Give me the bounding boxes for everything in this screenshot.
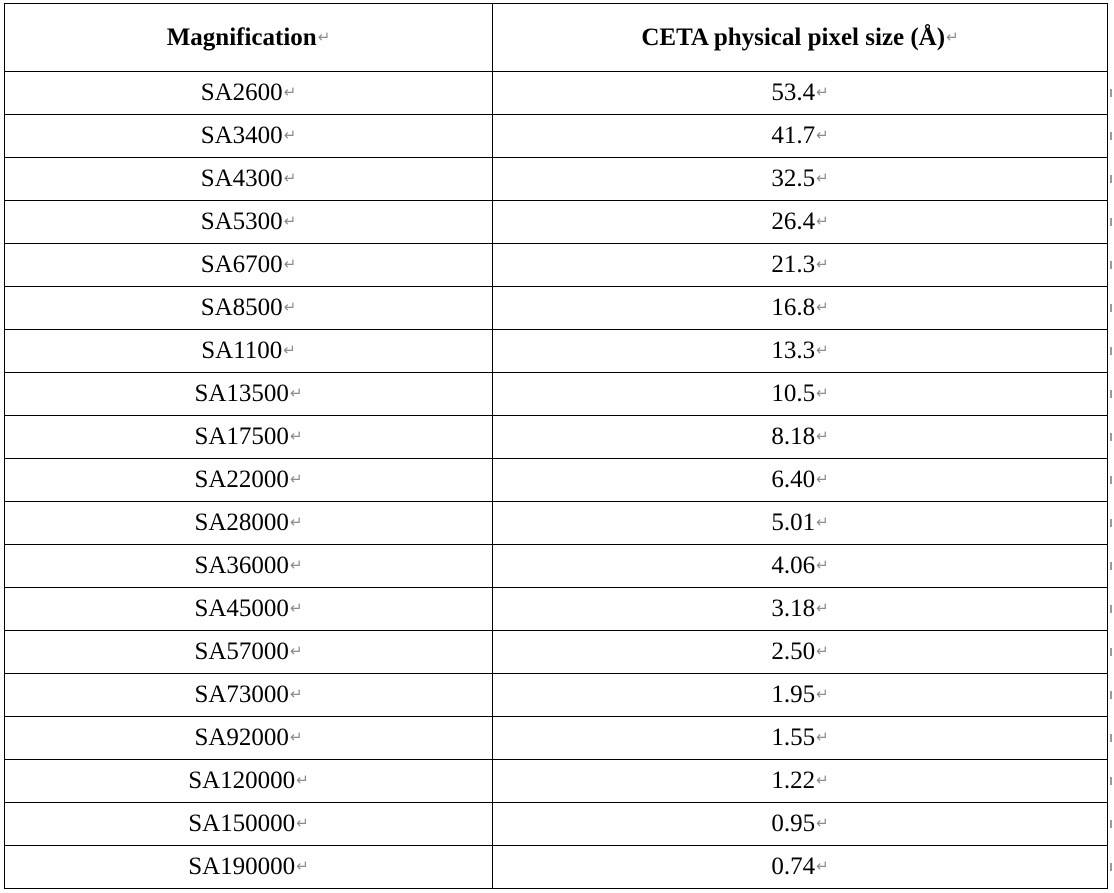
end-of-row-mark-icon (1110, 648, 1112, 656)
pixel-size-value: 26.4 (771, 208, 816, 235)
magnification-value: SA190000 (188, 853, 296, 880)
paragraph-mark-icon: ↵ (289, 685, 303, 703)
paragraph-mark-icon: ↵ (283, 341, 296, 359)
pixel-size-value: 0.74 (771, 853, 816, 880)
cell-pixel-size (493, 244, 1108, 287)
pixel-size-value: 53.4 (771, 79, 816, 106)
cell-pixel-size (493, 459, 1108, 502)
cell-magnification (5, 717, 493, 760)
paragraph-mark-icon: ↵ (816, 298, 829, 316)
cell-magnification (5, 201, 493, 244)
paragraph-mark-icon: ↵ (289, 384, 303, 402)
magnification-value: SA2600 (200, 79, 283, 106)
paragraph-mark-icon: ↵ (296, 814, 309, 832)
paragraph-mark-icon: ↵ (816, 126, 829, 144)
magnification-value: SA73000 (194, 681, 289, 708)
table-row (5, 244, 1108, 287)
cell-pixel-size (493, 115, 1108, 158)
cell-pixel-size (493, 674, 1108, 717)
cell-magnification (5, 502, 493, 545)
cell-magnification (5, 115, 493, 158)
magnification-value: SA1100 (201, 337, 283, 364)
end-of-row-mark-icon (1110, 261, 1112, 269)
table-row (5, 545, 1108, 588)
header-magnification-text: Magnification (166, 23, 317, 51)
cell-pixel-size (493, 201, 1108, 244)
end-of-row-mark-icon (1110, 820, 1112, 828)
cell-magnification (5, 674, 493, 717)
end-of-row-mark-icon (1110, 218, 1112, 226)
cell-pixel-size (493, 502, 1108, 545)
paragraph-mark-icon: ↵ (816, 599, 829, 617)
magnification-value: SA150000 (188, 810, 296, 837)
paragraph-mark-icon: ↵ (816, 685, 829, 703)
paragraph-mark-icon: ↵ (816, 212, 829, 230)
cell-pixel-size (493, 72, 1108, 115)
end-of-row-mark-icon (1110, 519, 1112, 527)
pixel-size-value: 8.18 (771, 423, 816, 450)
magnification-value: SA92000 (194, 724, 289, 751)
table-row (5, 416, 1108, 459)
table-row (5, 115, 1108, 158)
header-pixel-size-text: CETA physical pixel size (Å) (641, 23, 946, 51)
pixel-size-value: 32.5 (771, 165, 816, 192)
end-of-row-mark-icon (1110, 433, 1112, 441)
paragraph-mark-icon: ↵ (816, 556, 829, 574)
table-row (5, 330, 1108, 373)
cell-pixel-size (493, 588, 1108, 631)
paragraph-mark-icon: ↵ (296, 857, 309, 875)
paragraph-mark-icon: ↵ (289, 470, 303, 488)
paragraph-mark-icon: ↵ (816, 857, 829, 875)
magnification-value: SA13500 (194, 380, 289, 407)
paragraph-mark-icon: ↵ (296, 771, 309, 789)
cell-pixel-size (493, 416, 1108, 459)
table-row (5, 674, 1108, 717)
magnification-value: SA6700 (200, 251, 283, 278)
paragraph-mark-icon: ↵ (816, 642, 829, 660)
pixel-size-value: 1.95 (771, 681, 816, 708)
pixel-size-value: 1.55 (771, 724, 816, 751)
paragraph-mark-icon: ↵ (816, 384, 829, 402)
end-of-row-mark-icon (1110, 863, 1112, 871)
cell-pixel-size (493, 717, 1108, 760)
pixel-size-value: 10.5 (771, 380, 816, 407)
end-of-row-mark-icon (1110, 390, 1112, 398)
paragraph-mark-icon: ↵ (317, 27, 331, 46)
table-row (5, 502, 1108, 545)
end-of-row-mark-icon (1110, 304, 1112, 312)
table-row (5, 803, 1108, 846)
pixel-size-value: 0.95 (771, 810, 816, 837)
paragraph-mark-icon: ↵ (283, 83, 297, 101)
paragraph-mark-icon: ↵ (283, 126, 297, 144)
cell-magnification (5, 459, 493, 502)
paragraph-mark-icon: ↵ (816, 255, 829, 273)
cell-pixel-size (493, 631, 1108, 674)
cell-pixel-size (493, 545, 1108, 588)
cell-magnification (5, 416, 493, 459)
pixel-size-value: 13.3 (771, 337, 816, 364)
cell-magnification (5, 330, 493, 373)
table-row (5, 846, 1108, 889)
pixel-size-value: 2.50 (771, 638, 816, 665)
cell-pixel-size (493, 760, 1108, 803)
table-row (5, 760, 1108, 803)
end-of-row-mark-icon (1110, 347, 1112, 355)
cell-magnification (5, 287, 493, 330)
cell-magnification (5, 588, 493, 631)
right-edge-cell-markers (1109, 3, 1114, 891)
paragraph-mark-icon: ↵ (816, 83, 829, 101)
paragraph-mark-icon: ↵ (289, 642, 303, 660)
magnification-value: SA36000 (194, 552, 289, 579)
end-of-row-mark-icon (1110, 89, 1112, 97)
end-of-row-mark-icon (1110, 132, 1112, 140)
end-of-row-mark-icon (1110, 175, 1112, 183)
end-of-row-mark-icon (1110, 734, 1112, 742)
table-row (5, 287, 1108, 330)
table-body (5, 72, 1108, 889)
table-row (5, 631, 1108, 674)
cell-pixel-size (493, 373, 1108, 416)
end-of-row-mark-icon (1110, 476, 1112, 484)
paragraph-mark-icon: ↵ (289, 513, 303, 531)
table-row (5, 588, 1108, 631)
pixel-size-value: 4.06 (771, 552, 816, 579)
paragraph-mark-icon: ↵ (816, 513, 829, 531)
magnification-value: SA57000 (194, 638, 289, 665)
cell-magnification (5, 846, 493, 889)
magnification-value: SA8500 (200, 294, 283, 321)
cell-magnification (5, 545, 493, 588)
paragraph-mark-icon: ↵ (816, 341, 829, 359)
end-of-row-mark-icon (1110, 691, 1112, 699)
paragraph-mark-icon: ↵ (289, 728, 303, 746)
paragraph-mark-icon: ↵ (816, 470, 829, 488)
cell-magnification (5, 631, 493, 674)
magnification-value: SA3400 (200, 122, 283, 149)
table-row (5, 459, 1108, 502)
magnification-value: SA28000 (194, 509, 289, 536)
pixel-size-value: 6.40 (771, 466, 816, 493)
magnification-value: SA4300 (200, 165, 283, 192)
magnification-value: SA45000 (194, 595, 289, 622)
table-row (5, 72, 1108, 115)
paragraph-mark-icon: ↵ (289, 556, 303, 574)
magnification-value: SA120000 (188, 767, 296, 794)
paragraph-mark-icon: ↵ (283, 212, 297, 230)
paragraph-mark-icon: ↵ (283, 255, 297, 273)
magnification-pixel-size-table (4, 3, 1108, 889)
paragraph-mark-icon: ↵ (283, 298, 297, 316)
magnification-value: SA5300 (200, 208, 283, 235)
paragraph-mark-icon: ↵ (816, 728, 829, 746)
header-pixel-size (493, 4, 1108, 72)
cell-magnification (5, 158, 493, 201)
table-row (5, 373, 1108, 416)
pixel-size-value: 41.7 (771, 122, 816, 149)
cell-pixel-size (493, 846, 1108, 889)
paragraph-mark-icon: ↵ (289, 427, 303, 445)
paragraph-mark-icon: ↵ (946, 27, 959, 46)
cell-pixel-size (493, 287, 1108, 330)
magnification-value: SA22000 (194, 466, 289, 493)
paragraph-mark-icon: ↵ (816, 771, 829, 789)
paragraph-mark-icon: ↵ (816, 427, 829, 445)
cell-pixel-size (493, 803, 1108, 846)
paragraph-mark-icon: ↵ (816, 169, 829, 187)
end-of-row-mark-icon (1110, 605, 1112, 613)
table-header-row (5, 4, 1108, 72)
paragraph-mark-icon: ↵ (283, 169, 297, 187)
cell-magnification (5, 72, 493, 115)
paragraph-mark-icon: ↵ (816, 814, 829, 832)
cell-magnification (5, 760, 493, 803)
cell-magnification (5, 373, 493, 416)
end-of-row-mark-icon (1110, 562, 1112, 570)
end-of-row-mark-icon (1110, 777, 1112, 785)
table-row (5, 201, 1108, 244)
pixel-size-value: 3.18 (771, 595, 816, 622)
table-row (5, 717, 1108, 760)
pixel-size-value: 21.3 (771, 251, 816, 278)
pixel-size-value: 5.01 (771, 509, 816, 536)
cell-magnification (5, 803, 493, 846)
header-magnification (5, 4, 493, 72)
paragraph-mark-icon: ↵ (289, 599, 303, 617)
cell-magnification (5, 244, 493, 287)
cell-pixel-size (493, 158, 1108, 201)
pixel-size-value: 1.22 (771, 767, 816, 794)
table-row (5, 158, 1108, 201)
magnification-value: SA17500 (194, 423, 289, 450)
pixel-size-value: 16.8 (771, 294, 816, 321)
cell-pixel-size (493, 330, 1108, 373)
